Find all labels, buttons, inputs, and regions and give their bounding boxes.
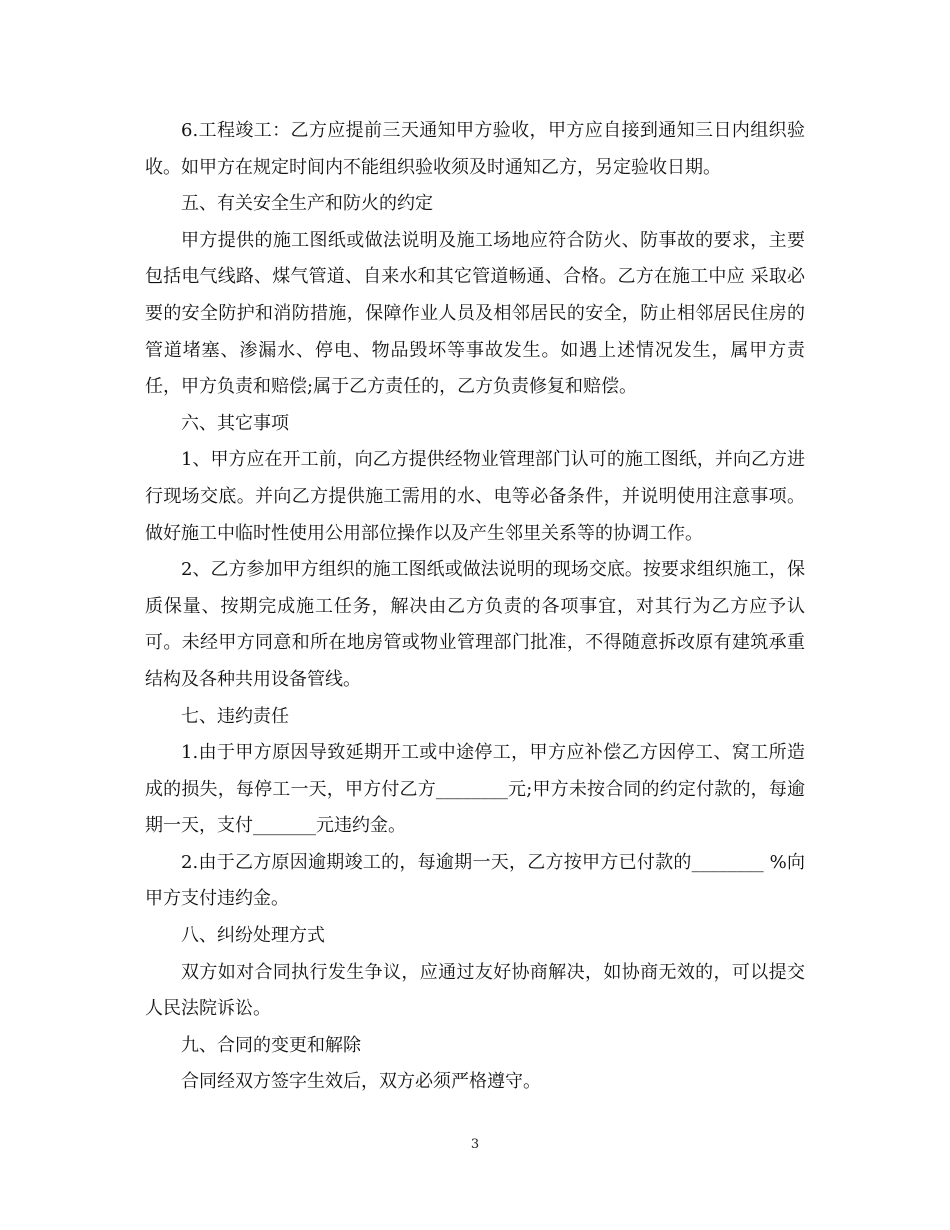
clause-party-b-breach: 2.由于乙方原因逾期竣工的，每逾期一天，乙方按甲方已付款的________ %向甲方支付违约金。: [145, 851, 805, 910]
document-body: [145, 113, 805, 1101]
clause-party-a-breach: 1.由于甲方原因导致延期开工或中途停工，甲方应补偿乙方因停工、窝工所造成的损失，每停工一天，甲方付乙方________元;甲方未按合同的约定付款的，每逾期一天，支付_______元违约金。: [145, 742, 805, 837]
section-heading-disputes: 八、纠纷处理方式: [181, 925, 325, 947]
clause-party-a-duties: 1、甲方应在开工前，向乙方提供经物业管理部门认可的施工图纸，并向乙方进行现场交底。并向乙方提供施工需用的水、电等必备条件，并说明使用注意事项。做好施工中临时性使用公用部位操作以及产生邻里关系等的协调工作。: [145, 449, 805, 544]
section-heading-amendment: 九、合同的变更和解除: [181, 1034, 361, 1056]
section-heading-other-matters: 六、其它事项: [181, 412, 289, 434]
clause-amendment: 合同经双方签字生效后，双方必须严格遵守。: [181, 1071, 541, 1093]
clause-safety: 甲方提供的施工图纸或做法说明及施工场地应符合防火、防事故的要求，主要包括电气线路、煤气管道、自来水和其它管道畅通、合格。乙方在施工中应 采取必要的安全防护和消防措施，保障作业人员及相邻居民的安全，防止相邻居民住房的管道堵塞、渗漏水、停电、物品毁坏等事故发生。如遇上述情况发生，属甲方责任，甲方负责和赔偿;属于乙方责任的，乙方负责修复和赔偿。: [145, 229, 805, 398]
section-heading-safety: 五、有关安全生产和防火的约定: [181, 193, 433, 215]
clause-disputes: 双方如对合同执行发生争议，应通过友好协商解决，如协商无效的，可以提交人民法院诉讼。: [145, 961, 805, 1020]
clause-completion: 6.工程竣工：乙方应提前三天通知甲方验收，甲方应自接到通知三日内组织验收。如甲方在规定时间内不能组织验收须及时通知乙方，另定验收日期。: [145, 120, 805, 178]
section-heading-liability: 七、违约责任: [181, 705, 289, 727]
clause-party-b-duties: 2、乙方参加甲方组织的施工图纸或做法说明的现场交底。按要求组织施工，保质保量、按期完成施工任务，解决由乙方负责的各项事宜，对其行为乙方应予认可。未经甲方同意和所在地房管或物业管理部门批准，不得随意拆改原有建筑承重结构及各种共用设备管线。: [145, 559, 805, 690]
page-number: 3: [470, 1137, 480, 1152]
